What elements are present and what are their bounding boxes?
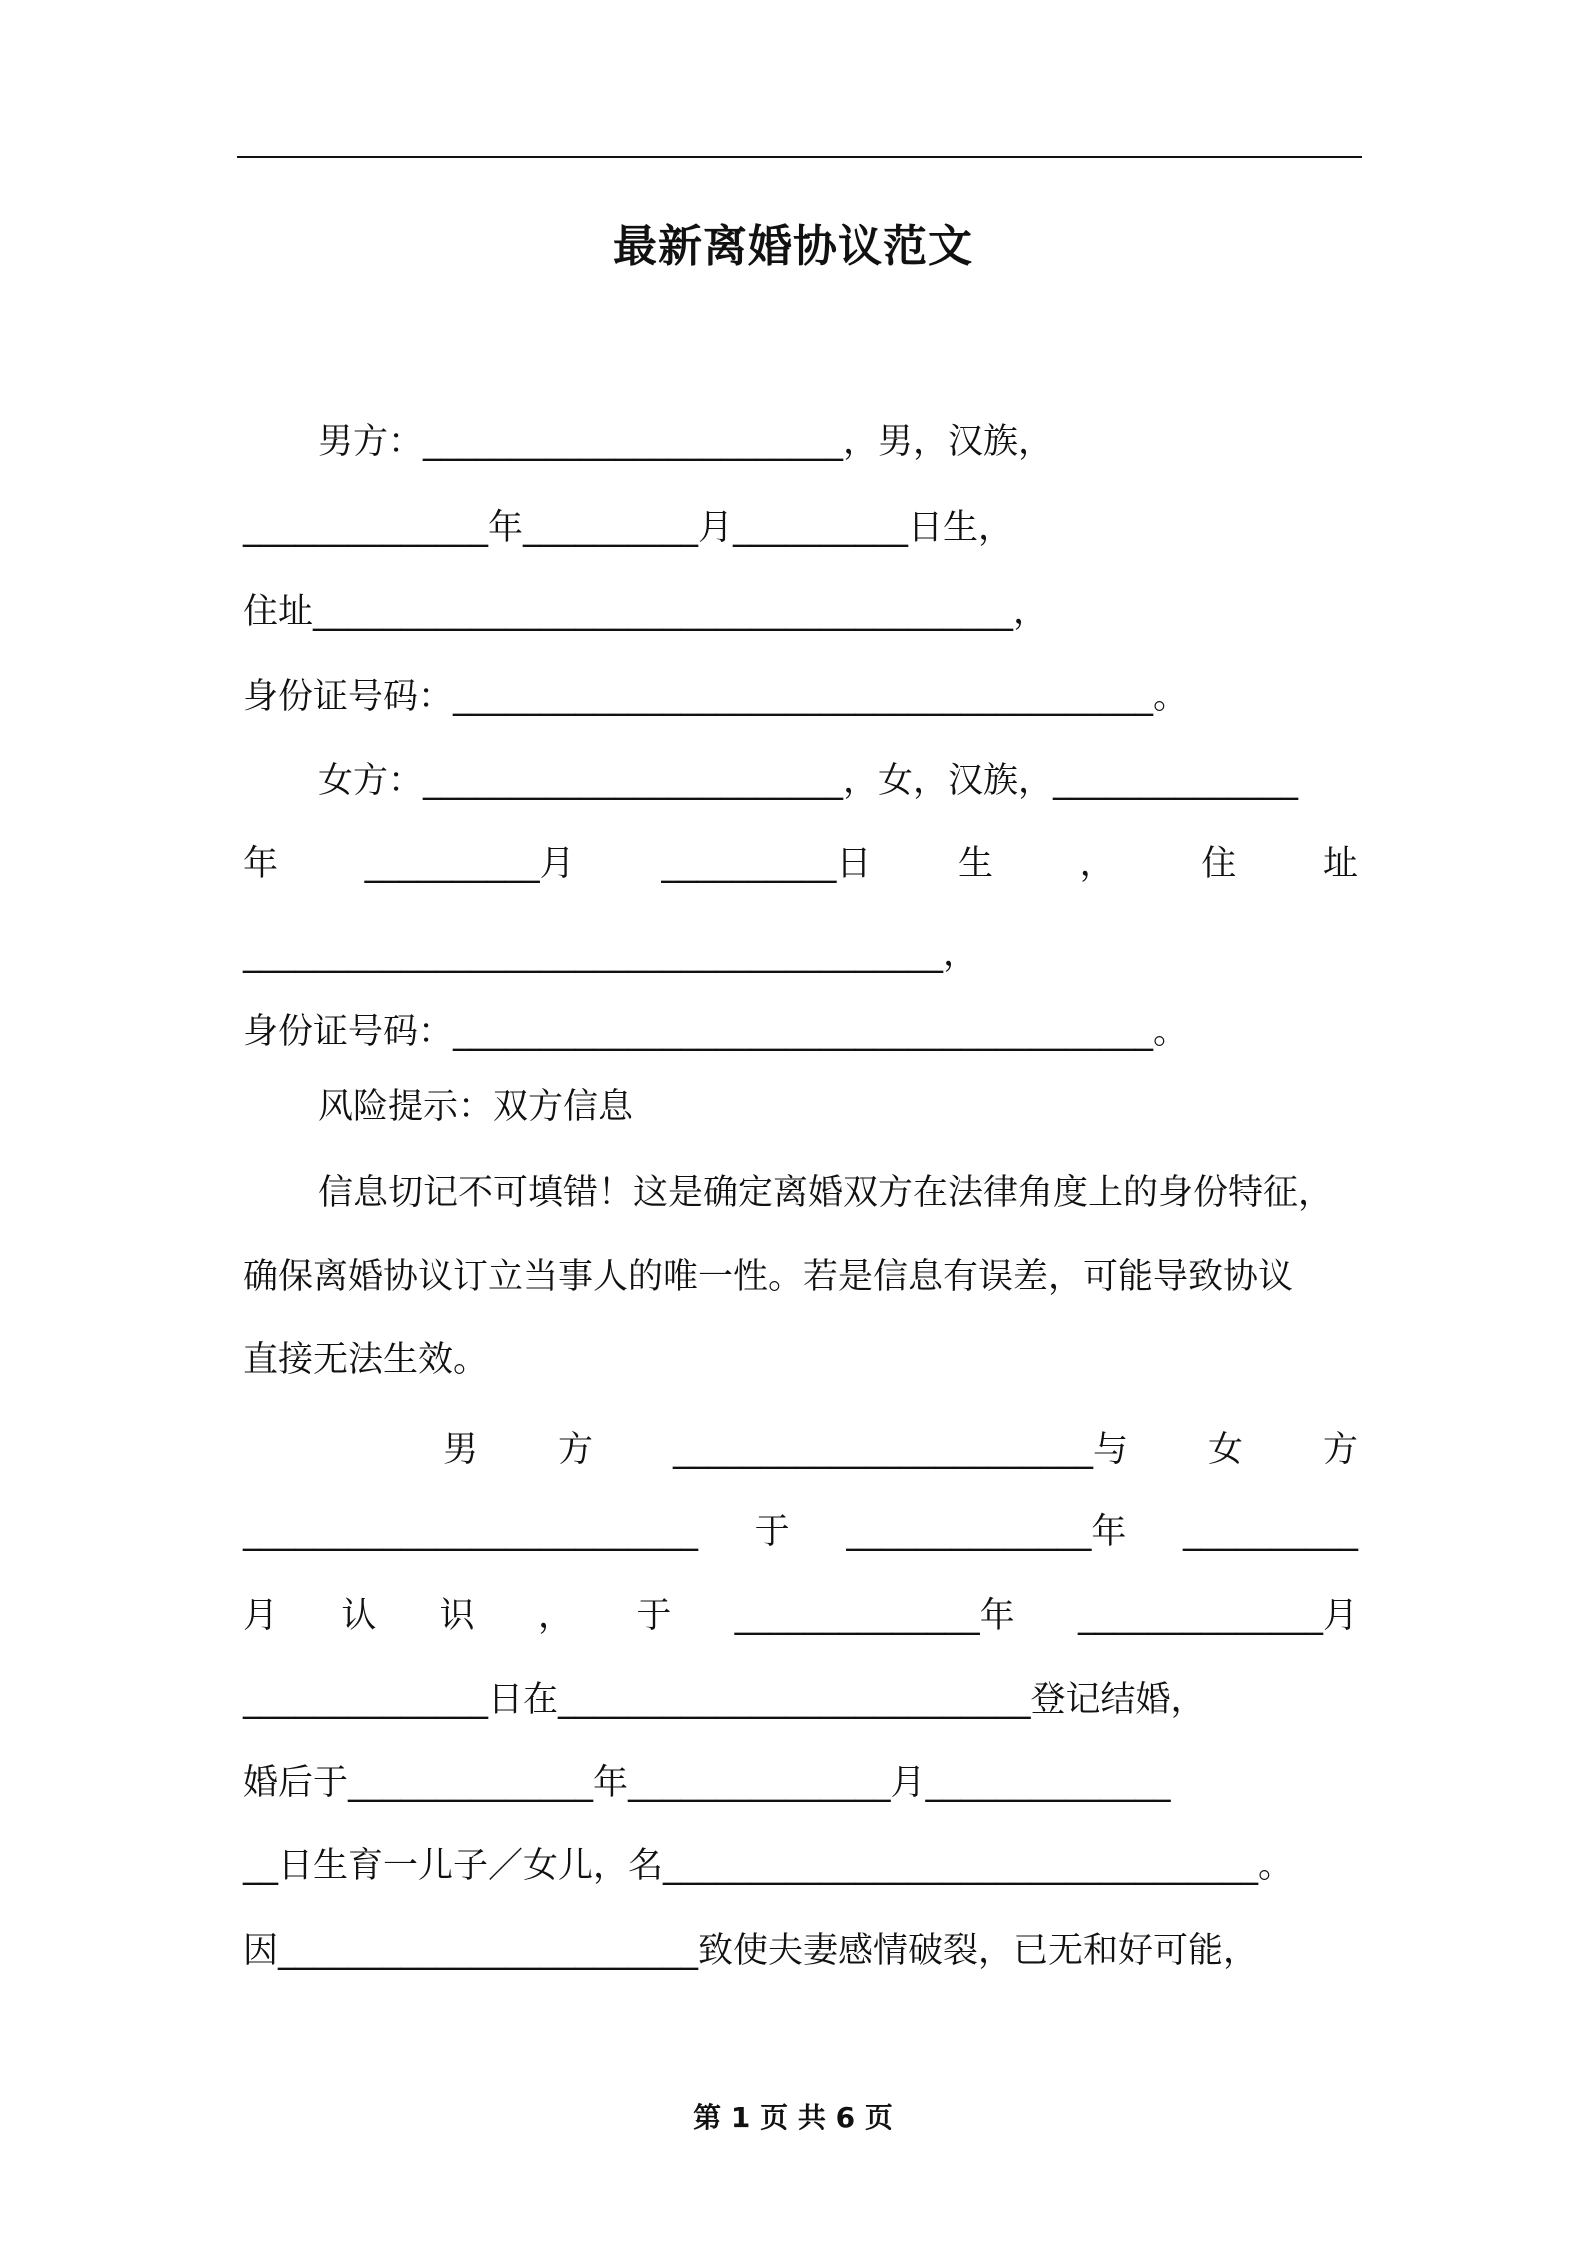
child-birth-date-line: 婚后于______________年_______________月______________: [243, 1763, 1171, 1803]
text-segment: ______________年: [734, 1596, 1015, 1636]
child-name-line: __日生育一儿子／女儿，名__________________________________。: [243, 1846, 1294, 1886]
text-segment: 月: [243, 1596, 279, 1636]
male-birth-line: ______________年__________月__________日生，: [243, 508, 1014, 548]
text-segment: 方: [1322, 1430, 1358, 1470]
female-name-line: 女方：________________________，女，汉族，______________: [318, 761, 1299, 801]
page-number: 第 1 页 共 6 页: [693, 2101, 893, 2134]
acquaintance-date-line: [243, 1502, 1358, 1562]
text-segment: 方: [557, 1430, 593, 1470]
text-segment: 住: [1201, 844, 1237, 884]
acquaintance-month-line: [243, 1586, 1358, 1646]
text-segment: ，: [537, 1596, 573, 1636]
female-birth-address-line: [243, 834, 1358, 894]
registration-line: ______________日在___________________________登记结婚，: [243, 1680, 1206, 1720]
text-segment: 于: [754, 1512, 790, 1552]
text-segment: 认: [341, 1596, 377, 1636]
text-segment: 址: [1322, 844, 1358, 884]
text-segment: 女: [1207, 1430, 1243, 1470]
female-id-line: 身份证号码：________________________________________。: [243, 1012, 1189, 1052]
female-address-line: ________________________________________，: [243, 934, 979, 974]
text-segment: __________日: [661, 844, 872, 884]
text-segment: 年: [243, 844, 279, 884]
text-segment: __________________________: [243, 1512, 698, 1552]
text-segment: __________: [1183, 1512, 1358, 1552]
text-segment: 于: [636, 1596, 672, 1636]
divorce-reason-line: 因________________________致使夫妻感情破裂，已无和好可能，: [243, 1931, 1259, 1971]
text-segment: ______________年: [846, 1512, 1127, 1552]
risk-tip-line-2: 确保离婚协议订立当事人的唯一性。若是信息有误差，可能导致协议: [243, 1257, 1294, 1297]
risk-tip-heading: 风险提示：双方信息: [318, 1087, 634, 1127]
text-segment: ________________________与: [672, 1430, 1128, 1470]
male-name-line: 男方：________________________，男，汉族，: [318, 422, 1054, 462]
text-segment: 生: [957, 844, 993, 884]
document-title: 最新离婚协议范文: [613, 221, 973, 272]
text-segment: 识: [439, 1596, 475, 1636]
text-segment: __________月: [364, 844, 575, 884]
marriage-parties-line: [443, 1420, 1358, 1480]
header-rule: [237, 156, 1362, 158]
risk-tip-line-3: 直接无法生效。: [243, 1340, 489, 1380]
risk-tip-line-1: 信息切记不可填错！这是确定离婚双方在法律角度上的身份特征，: [318, 1173, 1334, 1213]
text-segment: ，: [1079, 844, 1115, 884]
male-address-line: 住址________________________________________，: [243, 592, 1049, 632]
text-segment: 男: [443, 1430, 479, 1470]
male-id-line: 身份证号码：________________________________________。: [243, 677, 1189, 717]
text-segment: ______________月: [1077, 1596, 1358, 1636]
